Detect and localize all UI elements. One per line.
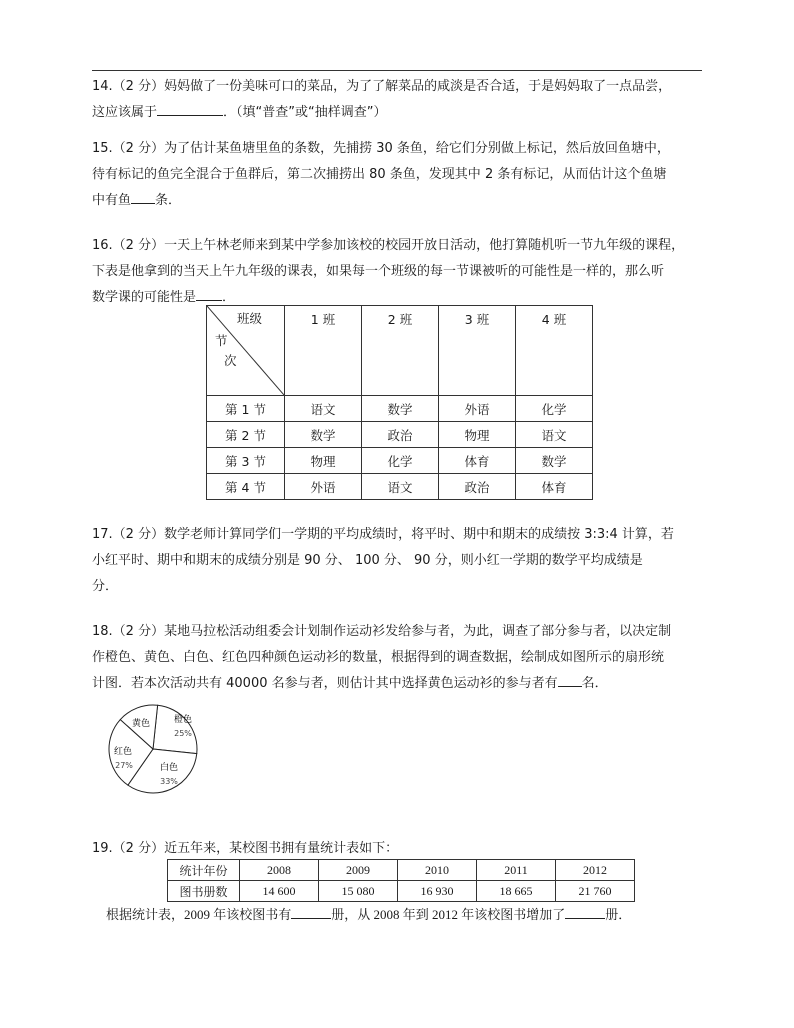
pie-pct-orange: 25%: [174, 729, 192, 738]
q18-text-post: 名．: [581, 676, 608, 691]
q15-text-pre: 中有鱼: [92, 193, 132, 208]
q16-line1: 16.（2 分）一天上午林老师来到某中学参加该校的校园开放日活动，他打算随机听一节九年级的课程，: [92, 238, 685, 253]
q16-text-pre: 数学课的可能性是: [92, 290, 197, 305]
table-row: [207, 396, 593, 422]
year-cell: 2011: [477, 860, 556, 881]
q19-answer-blank-1[interactable]: [291, 904, 331, 919]
subject-cell: 体育: [439, 448, 516, 474]
class-header: 1 班: [285, 306, 362, 396]
question-16: [92, 233, 704, 311]
row-label-count: 图书册数: [168, 881, 240, 902]
pie-label-orange: 橙色: [173, 715, 193, 725]
subject-cell: 体育: [516, 474, 593, 500]
period-cell: 第 2 节: [207, 422, 285, 448]
period-cell: 第 4 节: [207, 474, 285, 500]
q16-line2: 下表是他拿到的当天上午九年级的课表，如果每一个班级的每一节课被听的可能性是一样的，那么听: [92, 264, 665, 279]
q17-line3: 分．: [92, 579, 119, 594]
q19-text-a: 根据统计表，2009 年该校图书有: [106, 907, 292, 922]
q19-answer-blank-2[interactable]: [565, 904, 605, 919]
subject-cell: 外语: [285, 474, 362, 500]
question-19-prompt: [106, 902, 718, 928]
q15-line3: [92, 188, 704, 214]
count-cell: 16 930: [398, 881, 477, 902]
q18-line1: 18.（2 分）某地马拉松活动组委会计划制作运动衫发给参与者，为此，调查了部分参与者，以决定制: [92, 624, 672, 639]
count-cell: 14 600: [240, 881, 319, 902]
q14-answer-blank[interactable]: [157, 101, 223, 116]
period-cell: 第 3 节: [207, 448, 285, 474]
schedule-corner-cell: [207, 306, 285, 396]
table-row: [168, 860, 635, 881]
pie-pct-white: 33%: [160, 777, 178, 786]
class-header: 3 班: [439, 306, 516, 396]
table-row: [168, 881, 635, 902]
q18-text-pre: 计图．若本次活动共有 40000 名参与者，则估计其中选择黄色运动衫的参与者有: [92, 676, 558, 691]
subject-cell: 语文: [362, 474, 439, 500]
q16-answer-blank[interactable]: [196, 286, 222, 301]
table-row: [207, 474, 593, 500]
q14-text-pre: 这应该属于: [92, 105, 158, 120]
subject-cell: 政治: [439, 474, 516, 500]
question-14: [92, 74, 704, 126]
schedule-table: [206, 305, 593, 500]
q17-line2: 小红平时、期中和期末的成绩分别是 90 分、 100 分、 90 分，则小红一学期的数学平均成绩是: [92, 553, 643, 568]
question-17: [92, 522, 704, 600]
subject-cell: 语文: [516, 422, 593, 448]
q19-line1: 19.（2 分）近五年来，某校图书拥有量统计表如下：: [92, 841, 399, 856]
q15-line2: 待有标记的鱼完全混合于鱼群后，第二次捕捞出 80 条鱼，发现其中 2 条有标记，从而估计这个鱼塘: [92, 167, 667, 182]
subject-cell: 语文: [285, 396, 362, 422]
q15-text-post: 条．: [155, 193, 182, 208]
corner-label-class: 班级: [237, 311, 263, 326]
q15-answer-blank[interactable]: [131, 189, 155, 204]
year-cell: 2012: [556, 860, 635, 881]
q18-line3: [92, 671, 704, 697]
corner-label-period-1: 节: [215, 333, 228, 348]
count-cell: 21 760: [556, 881, 635, 902]
q15-line1: 15.（2 分）为了估计某鱼塘里鱼的条数，先捕捞 30 条鱼，给它们分别做上标记，然后放回鱼塘中，: [92, 141, 670, 156]
year-cell: 2010: [398, 860, 477, 881]
subject-cell: 外语: [439, 396, 516, 422]
q18-answer-blank[interactable]: [558, 672, 582, 687]
subject-cell: 数学: [516, 448, 593, 474]
q14-text-post: ．（填“普查”或“抽样调查”）: [223, 105, 387, 120]
pie-pct-red: 27%: [115, 761, 133, 770]
subject-cell: 数学: [285, 422, 362, 448]
count-cell: 18 665: [477, 881, 556, 902]
pie-label-white: 白色: [159, 763, 179, 773]
q14-line2: [92, 100, 704, 126]
q16-text-post: ．: [222, 290, 236, 305]
subject-cell: 政治: [362, 422, 439, 448]
q14-line1: 14.（2 分）妈妈做了一份美味可口的菜品，为了了解菜品的咸淡是否合适，于是妈妈取了一点品尝，: [92, 79, 672, 94]
subject-cell: 物理: [285, 448, 362, 474]
schedule-header-row: [207, 306, 593, 396]
table-row: [207, 448, 593, 474]
pie-label-yellow: 黄色: [131, 719, 151, 729]
q19-text-b: 册，从 2008 年到 2012 年该校图书增加了: [331, 907, 566, 922]
q19-line2: [106, 902, 718, 928]
subject-cell: 数学: [362, 396, 439, 422]
class-header: 4 班: [516, 306, 593, 396]
book-count-table: [167, 859, 635, 902]
q18-line2: 作橙色、黄色、白色、红色四种颜色运动衫的数量，根据得到的调查数据，绘制成如图所示的扇形统: [92, 650, 665, 665]
pie-chart: [107, 698, 199, 800]
class-header: 2 班: [362, 306, 439, 396]
subject-cell: 化学: [516, 396, 593, 422]
table-row: [207, 422, 593, 448]
period-cell: 第 1 节: [207, 396, 285, 422]
q19-text-c: 册．: [605, 907, 632, 922]
top-rule: [92, 70, 702, 71]
year-cell: 2009: [319, 860, 398, 881]
pie-label-red: 红色: [113, 747, 133, 757]
corner-label-period-2: 次: [224, 353, 237, 368]
question-15: [92, 136, 704, 214]
year-cell: 2008: [240, 860, 319, 881]
subject-cell: 化学: [362, 448, 439, 474]
subject-cell: 物理: [439, 422, 516, 448]
q17-line1: 17.（2 分）数学老师计算同学们一学期的平均成绩时，将平时、期中和期末的成绩按 3:3:4 计算，若: [92, 527, 674, 542]
count-cell: 15 080: [319, 881, 398, 902]
question-18: [92, 619, 704, 697]
row-label-year: 统计年份: [168, 860, 240, 881]
